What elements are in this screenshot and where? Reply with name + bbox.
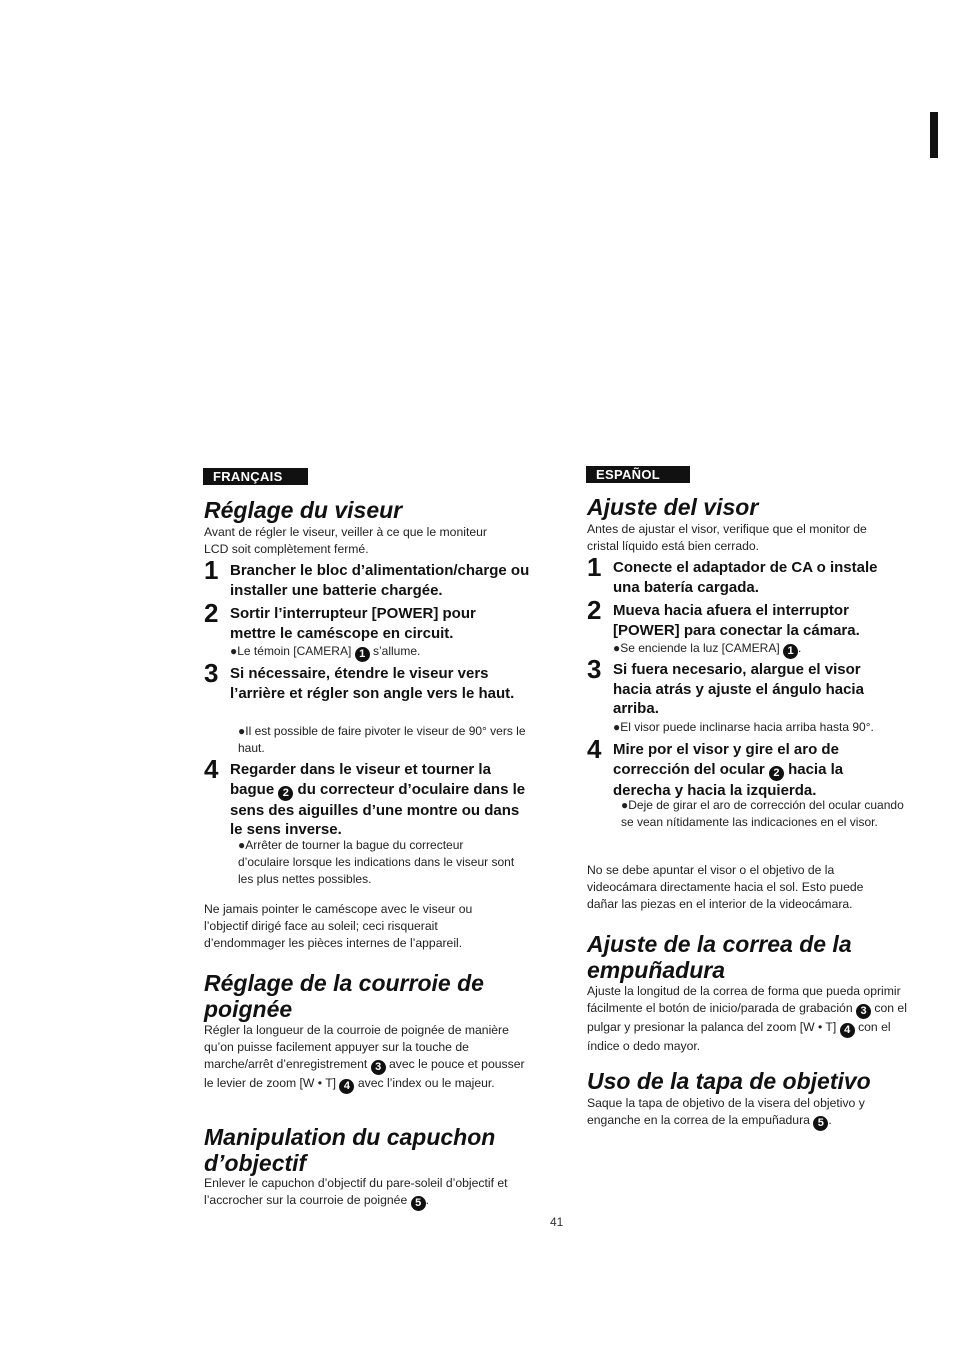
fr-cap-body (204, 1175, 529, 1211)
step-number: 4 (204, 754, 219, 784)
step-text: Si fuera necesario, alargue el visor hacia atrás y ajuste el ángulo hacia arriba. (613, 661, 864, 717)
note-pre: ●Se enciende la luz [CAMERA] (613, 641, 780, 655)
body-pre: Enlever le capuchon d’objectif du pare-soleil d’objectif et l’accrocher sur la courroie de poignée (204, 1176, 508, 1207)
step-text: Conecte el adaptador de CA o instale una batería cargada. (613, 559, 878, 596)
step-number: 2 (204, 598, 219, 628)
callout-1-icon: 1 (355, 647, 370, 662)
body-post: . (828, 1113, 832, 1127)
fr-viewfinder-title: Réglage du viseur (204, 497, 403, 523)
step-text-post: hacia la derecha y hacia la izquierda. (613, 760, 844, 799)
callout-5-icon: 5 (813, 1116, 828, 1131)
body-pre: Ajuste la longitud de la correa de forma que pueda oprimir fácilmente el botón de inicio/parada de grabación (587, 984, 901, 1015)
step-note: ●Deje de girar el aro de corrección del ocular cuando se vean nítidamente las indicaciones en el visor. (621, 798, 904, 829)
es-strap-title: Ajuste de la correa de la empuñadura (587, 931, 852, 983)
body-pre: Saque la tapa de objetivo de la visera del objetivo y enganche en la correa de la empuñadura (587, 1096, 865, 1127)
step-note: ●Arrêter de tourner la bague du correcteur d’oculaire lorsque les indications dans le viseur sont les plus nettes possibles. (238, 838, 515, 886)
step-text: Sortir l’interrupteur [POWER] pour mettre le caméscope en circuit. (230, 605, 476, 642)
step-text: Si nécessaire, étendre le viseur vers l’arrière et régler son angle vers le haut. (230, 665, 515, 702)
callout-4-icon: 4 (339, 1079, 354, 1094)
callout-2-icon: 2 (769, 766, 784, 781)
es-cap-title: Uso de la tapa de objetivo (587, 1068, 871, 1094)
lang-badge-es: ESPAÑOL (586, 466, 690, 483)
body-mid: con el pulgar y presionar la palanca del zoom [W • T] (587, 1001, 907, 1034)
body-post: con el índice o dedo mayor. (587, 1020, 891, 1053)
fr-strap-body (204, 1022, 529, 1094)
step-number: 1 (204, 555, 219, 585)
es-cap-body (587, 1095, 892, 1131)
step-text: Brancher le bloc d’alimentation/charge ou installer une batterie chargée. (230, 562, 530, 599)
es-viewfinder-intro: Antes de ajustar el visor, verifique que el monitor de cristal líquido está bien cerrado. (587, 522, 867, 553)
fr-cap-title: Manipulation du capuchon d’objectif (204, 1124, 496, 1176)
callout-5-icon: 5 (411, 1196, 426, 1211)
fr-strap-title: Réglage de la courroie de poignée (204, 970, 484, 1022)
step-note (230, 643, 530, 662)
es-warning: No se debe apuntar el visor o el objetivo de la videocámara directamente hacia el sol. Esto puede dañar las piezas en el interior de la videocámara. (587, 863, 864, 911)
step-note: ●Il est possible de faire pivoter le viseur de 90° vers le haut. (238, 724, 526, 755)
page-edge-tab (930, 112, 938, 158)
fr-viewfinder-intro: Avant de régler le viseur, veiller à ce que le moniteur LCD soit complètement fermé. (204, 525, 487, 556)
note-pre: ●Le témoin [CAMERA] (230, 644, 352, 658)
body-post: avec l’index ou le majeur. (357, 1076, 495, 1090)
body-mid: avec le pouce et pousser le levier de zoom [W • T] (204, 1057, 525, 1090)
step-text (230, 760, 530, 840)
step-text-pre: Mire por el visor y gire el aro de corrección del ocular (613, 741, 839, 778)
body-post: . (425, 1193, 430, 1207)
lang-badge-fr: FRANÇAIS (203, 468, 308, 485)
step-number: 4 (587, 734, 602, 764)
step-number: 1 (587, 552, 602, 582)
page-number: 41 (550, 1215, 564, 1229)
step-text (613, 740, 893, 800)
step-note (613, 640, 913, 659)
callout-1-icon: 1 (783, 644, 798, 659)
fr-warning: Ne jamais pointer le caméscope avec le viseur ou l’objectif dirigé face au soleil; ceci risquerait d’endommager les pièces internes de l’appareil. (204, 902, 473, 950)
step-text-post: du correcteur d’oculaire dans le sens des aiguilles d’une montre ou dans le sens inverse. (230, 780, 526, 838)
step-text-pre: Regarder dans le viseur et tourner la bague (230, 761, 491, 798)
step-number: 3 (204, 658, 219, 688)
callout-3-icon: 3 (856, 1004, 871, 1019)
callout-2-icon: 2 (278, 786, 293, 801)
note-post: . (798, 641, 802, 655)
es-strap-body (587, 983, 917, 1055)
step-number: 2 (587, 595, 602, 625)
body-pre: Régler la longueur de la courroie de poignée de manière qu’on puisse facilement appuyer sur la touche de marche/arrêt d’enregistrement (204, 1023, 509, 1071)
step-number: 3 (587, 654, 602, 684)
callout-3-icon: 3 (371, 1060, 386, 1075)
es-viewfinder-title: Ajuste del visor (587, 494, 759, 520)
step-text: Mueva hacia afuera el interruptor [POWER] para conectar la cámara. (613, 602, 860, 639)
step-note: ●El visor puede inclinarse hacia arriba hasta 90°. (613, 720, 874, 734)
callout-4-icon: 4 (840, 1023, 855, 1038)
note-post: s’allume. (372, 644, 421, 658)
